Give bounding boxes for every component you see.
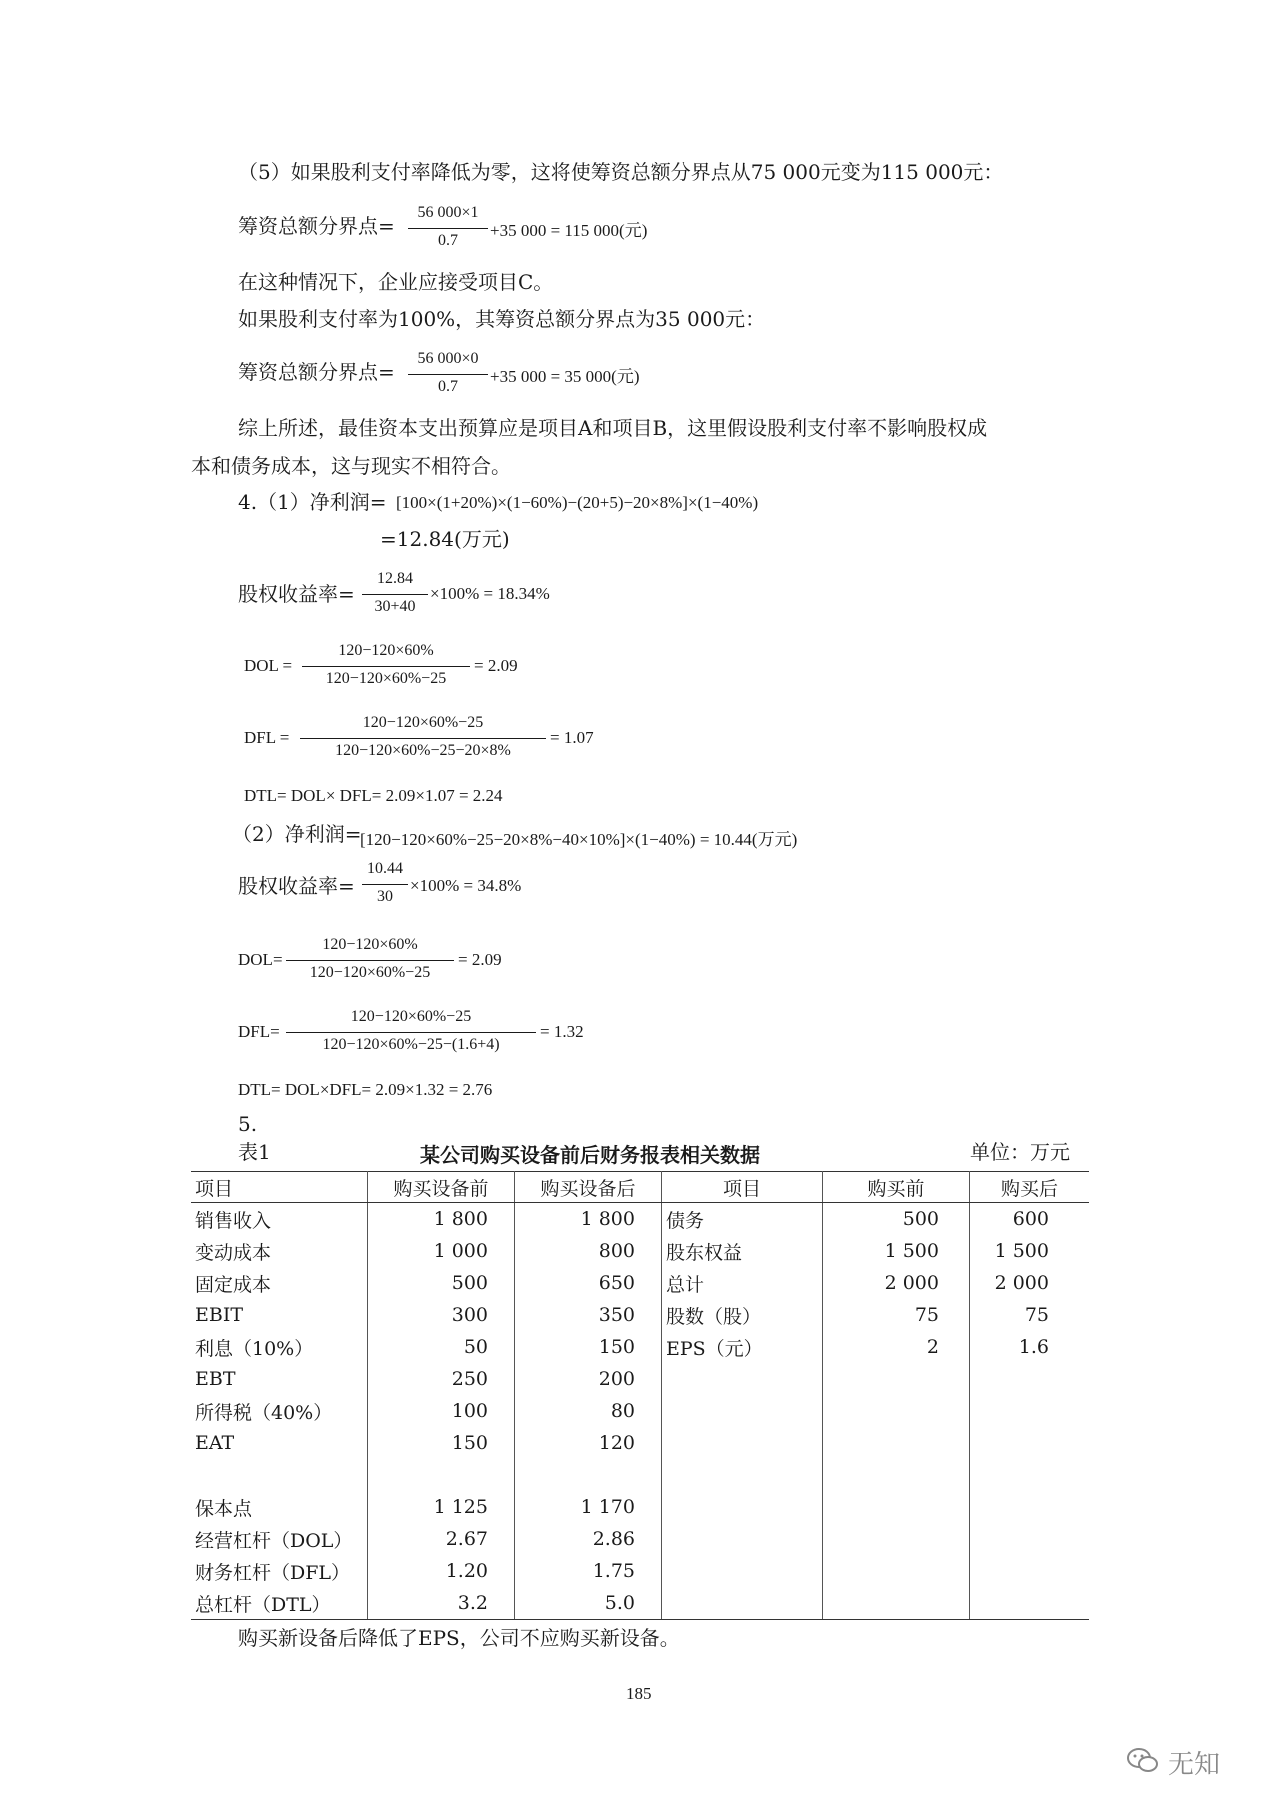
formula-roe-2 — [238, 860, 738, 912]
formula-roe-1 — [238, 570, 738, 622]
value-after: 650 — [515, 1267, 662, 1299]
formula-prefix: DFL= — [238, 1022, 280, 1041]
row-item: 销售收入 — [191, 1203, 368, 1236]
fraction-denominator: 120−120×60%−25 — [325, 670, 447, 687]
formula-prefix: DFL = — [244, 728, 290, 747]
table-row — [191, 1491, 1089, 1523]
table-row — [191, 1331, 1089, 1363]
row-item-2: 股东权益 — [662, 1235, 823, 1267]
fraction — [362, 860, 408, 912]
value-after-2 — [970, 1395, 1090, 1427]
value-before: 1 000 — [368, 1235, 515, 1267]
value-before-2 — [823, 1587, 970, 1620]
formula-prefix: 筹资总额分界点= — [238, 360, 395, 384]
value-before: 100 — [368, 1395, 515, 1427]
value-after: 80 — [515, 1395, 662, 1427]
q4-p1-expression: [100×(1+20%)×(1−60%)−(20+5)−20×8%]×(1−40%) — [396, 493, 759, 512]
row-item: EBIT — [191, 1299, 368, 1331]
value-after: 350 — [515, 1299, 662, 1331]
formula-suffix: = 1.07 — [550, 728, 594, 747]
conclusion: 购买新设备后降低了EPS，公司不应购买新设备。 — [238, 1626, 680, 1650]
fraction-bar — [286, 1032, 536, 1033]
value-after-2 — [970, 1491, 1090, 1523]
q4-p2-label: （2）净利润= — [232, 822, 362, 846]
fraction-bar — [286, 960, 454, 961]
formula-prefix: 股权收益率= — [238, 874, 355, 898]
value-after: 2.86 — [515, 1523, 662, 1555]
fraction — [286, 936, 454, 988]
value-after: 5.0 — [515, 1587, 662, 1620]
fraction-numerator: 56 000×0 — [417, 350, 479, 367]
row-item-2 — [662, 1555, 823, 1587]
row-item: 利息（10%） — [191, 1331, 368, 1363]
row-item: 所得税（40%） — [191, 1395, 368, 1427]
table-header-row — [191, 1172, 1089, 1203]
formula-breakpoint-1 — [238, 204, 838, 254]
formula-suffix: ×100% = 34.8% — [410, 876, 522, 895]
table-number: 表1 — [238, 1140, 271, 1164]
fraction-bar — [300, 738, 546, 739]
value-after-2 — [970, 1459, 1090, 1491]
header-after-purchase: 购买设备后 — [515, 1172, 662, 1203]
value-before: 1 800 — [368, 1203, 515, 1236]
value-after: 120 — [515, 1427, 662, 1459]
row-item-2: 总计 — [662, 1267, 823, 1299]
formula-prefix: DOL= — [238, 950, 283, 969]
para5-line2: 在这种情况下，企业应接受项目C。 — [238, 270, 554, 294]
fraction — [300, 714, 546, 766]
q4-p2-expression: [120−120×60%−25−20×8%−40×10%]×(1−40%) = 10.44(万元) — [360, 830, 798, 849]
table-unit: 单位：万元 — [970, 1140, 1070, 1164]
row-item-2 — [662, 1427, 823, 1459]
value-before-2 — [823, 1459, 970, 1491]
value-before-2: 1 500 — [823, 1235, 970, 1267]
formula-suffix: +35 000 = 35 000(元) — [490, 367, 640, 386]
formula-dol-1 — [244, 642, 744, 694]
value-after: 150 — [515, 1331, 662, 1363]
fraction-numerator: 120−120×60%−25 — [362, 714, 484, 731]
q4-p1-result: =12.84(万元) — [380, 527, 510, 551]
value-before-2: 2 — [823, 1331, 970, 1363]
value-after: 1 800 — [515, 1203, 662, 1236]
fraction-denominator: 0.7 — [438, 378, 458, 395]
fraction-bar — [302, 666, 470, 667]
formula-dol-2 — [238, 936, 738, 988]
value-after-2: 600 — [1012, 1208, 1049, 1230]
summary-line2: 本和债务成本，这与现实不相符合。 — [191, 454, 511, 478]
table-row — [191, 1363, 1089, 1395]
table-row — [191, 1267, 1089, 1299]
row-item-2 — [662, 1587, 823, 1620]
row-item: 财务杠杆（DFL） — [191, 1555, 368, 1587]
formula-suffix: = 1.32 — [540, 1022, 584, 1041]
fraction-numerator: 12.84 — [377, 570, 413, 587]
fraction-denominator: 120−120×60%−25−20×8% — [335, 742, 511, 759]
fraction-bar — [362, 884, 408, 885]
summary-line1: 综上所述，最佳资本支出预算应是项目A和项目B，这里假设股利支付率不影响股权成 — [238, 416, 988, 440]
value-after: 800 — [515, 1235, 662, 1267]
value-before: 300 — [368, 1299, 515, 1331]
fraction-bar — [408, 228, 488, 229]
header-after: 购买后 — [970, 1172, 1090, 1203]
formula-dtl-1: DTL= DOL× DFL= 2.09×1.07 = 2.24 — [244, 786, 503, 805]
value-before: 250 — [368, 1363, 515, 1395]
table-row — [191, 1587, 1089, 1620]
value-before-2: 2 000 — [823, 1267, 970, 1299]
row-item: 经营杠杆（DOL） — [191, 1523, 368, 1555]
row-item — [191, 1459, 368, 1491]
value-before-2 — [823, 1395, 970, 1427]
formula-breakpoint-2 — [238, 350, 838, 400]
value-before — [368, 1459, 515, 1491]
value-before-2: 500 — [823, 1203, 970, 1236]
table-row — [191, 1555, 1089, 1587]
table-row — [191, 1427, 1089, 1459]
formula-dtl-2: DTL= DOL×DFL= 2.09×1.32 = 2.76 — [238, 1080, 493, 1099]
value-after: 200 — [515, 1363, 662, 1395]
value-after — [515, 1459, 662, 1491]
wechat-icon — [1126, 1746, 1160, 1776]
fraction-denominator: 120−120×60%−25 — [309, 964, 431, 981]
para5-line3: 如果股利支付率为100%，其筹资总额分界点为35 000元： — [238, 307, 766, 331]
value-before: 1.20 — [368, 1555, 515, 1587]
header-before-purchase: 购买设备前 — [368, 1172, 515, 1203]
fraction-numerator: 120−120×60% — [338, 642, 434, 659]
value-before-2 — [823, 1427, 970, 1459]
fraction — [302, 642, 470, 694]
formula-dfl-2 — [238, 1008, 738, 1060]
row-item: EAT — [191, 1427, 368, 1459]
table-row — [191, 1299, 1089, 1331]
value-before-2: 75 — [823, 1299, 970, 1331]
header-item: 项目 — [191, 1172, 368, 1203]
value-before: 50 — [368, 1331, 515, 1363]
fraction-numerator: 120−120×60% — [322, 936, 418, 953]
fraction-denominator: 0.7 — [438, 232, 458, 249]
row-item: EBT — [191, 1363, 368, 1395]
formula-dfl-1 — [244, 714, 744, 766]
row-item-2 — [662, 1491, 823, 1523]
value-before: 3.2 — [368, 1587, 515, 1620]
table-row — [191, 1203, 1089, 1236]
header-item-2: 项目 — [662, 1172, 823, 1203]
fraction-numerator: 56 000×1 — [417, 204, 479, 221]
fraction-bar — [408, 374, 488, 375]
value-after-2: 1.6 — [1018, 1336, 1049, 1358]
fraction — [362, 570, 428, 622]
formula-suffix: +35 000 = 115 000(元) — [490, 221, 648, 240]
value-after: 1 170 — [515, 1491, 662, 1523]
header-before: 购买前 — [823, 1172, 970, 1203]
row-item-2 — [662, 1459, 823, 1491]
row-item-2 — [662, 1363, 823, 1395]
fraction-denominator: 120−120×60%−25−(1.6+4) — [322, 1036, 500, 1053]
table-row — [191, 1523, 1089, 1555]
row-item-2 — [662, 1395, 823, 1427]
table-title: 某公司购买设备前后财务报表相关数据 — [420, 1143, 760, 1167]
value-after-2: 1 500 — [994, 1240, 1049, 1262]
table-row — [191, 1395, 1089, 1427]
row-item: 变动成本 — [191, 1235, 368, 1267]
fraction-denominator: 30+40 — [374, 598, 416, 615]
q4-p1-label: 4.（1）净利润= — [238, 490, 387, 514]
value-before: 1 125 — [368, 1491, 515, 1523]
table-row — [191, 1459, 1089, 1491]
formula-prefix: 股权收益率= — [238, 582, 355, 606]
row-item: 保本点 — [191, 1491, 368, 1523]
value-after-2: 75 — [1024, 1304, 1049, 1326]
row-item-2: EPS（元） — [662, 1331, 823, 1363]
row-item: 总杠杆（DTL） — [191, 1587, 368, 1620]
value-after-2 — [970, 1587, 1090, 1620]
formula-suffix: ×100% = 18.34% — [430, 584, 550, 603]
value-after-2 — [970, 1363, 1090, 1395]
fraction-numerator: 120−120×60%−25 — [350, 1008, 472, 1025]
row-item-2: 股数（股） — [662, 1299, 823, 1331]
para5-line1: （5）如果股利支付率降低为零，这将使筹资总额分界点从75 000元变为115 000元： — [238, 160, 1004, 184]
value-after-2 — [970, 1555, 1090, 1587]
q5-label: 5. — [238, 1112, 258, 1136]
formula-prefix: DOL = — [244, 656, 293, 675]
row-item-2: 债务 — [662, 1203, 823, 1236]
value-before-2 — [823, 1491, 970, 1523]
fraction-bar — [362, 594, 428, 595]
row-item-2 — [662, 1523, 823, 1555]
value-before-2 — [823, 1555, 970, 1587]
watermark — [1126, 1742, 1276, 1782]
value-before: 150 — [368, 1427, 515, 1459]
financial-table — [191, 1171, 1089, 1620]
value-before: 2.67 — [368, 1523, 515, 1555]
value-after-2 — [970, 1427, 1090, 1459]
fraction — [408, 350, 488, 400]
watermark-text: 无知 — [1168, 1750, 1221, 1780]
value-after-2 — [970, 1523, 1090, 1555]
value-before: 500 — [368, 1267, 515, 1299]
fraction — [286, 1008, 536, 1060]
value-after-2: 2 000 — [994, 1272, 1049, 1294]
row-item: 固定成本 — [191, 1267, 368, 1299]
fraction-denominator: 30 — [377, 888, 393, 905]
table-row — [191, 1235, 1089, 1267]
formula-suffix: = 2.09 — [458, 950, 502, 969]
value-before-2 — [823, 1523, 970, 1555]
value-after: 1.75 — [515, 1555, 662, 1587]
fraction — [408, 204, 488, 254]
page-number: 185 — [626, 1684, 652, 1703]
formula-prefix: 筹资总额分界点= — [238, 214, 395, 238]
value-before-2 — [823, 1363, 970, 1395]
fraction-numerator: 10.44 — [367, 860, 403, 877]
formula-suffix: = 2.09 — [474, 656, 518, 675]
